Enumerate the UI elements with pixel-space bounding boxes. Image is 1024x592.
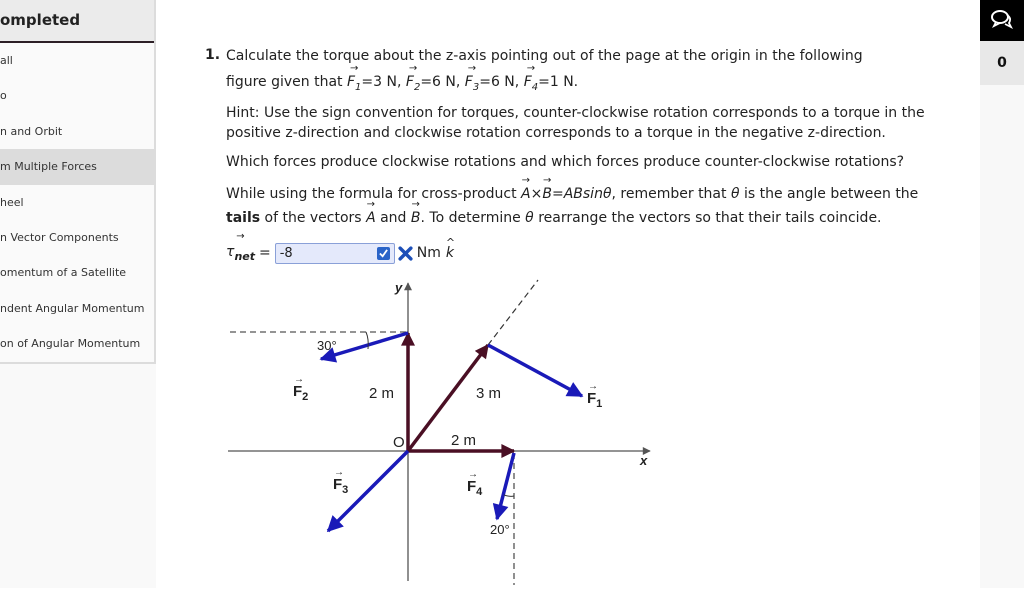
formula-text: is the angle between the (739, 186, 919, 202)
force-diagram-svg (216, 275, 676, 588)
unit-label: Nm (416, 245, 441, 261)
question-panel (156, 0, 980, 588)
svg-text:2 m: 2 m (369, 385, 395, 402)
question-text: Calculate the torque about the z-axis pointing out of the page at the origin in the following (226, 48, 863, 64)
svg-text:x: x (640, 453, 648, 468)
torque-label: → $\tau_{net}$ (226, 244, 255, 263)
question-text: figure given that (226, 74, 347, 90)
chat-bubbles-icon (990, 9, 1014, 33)
sidebar (0, 0, 156, 588)
theta-symbol: θ (525, 210, 534, 226)
torque-diagram (216, 275, 676, 592)
formula-text: While using the formula for cross-product (226, 186, 522, 202)
svg-text:F3: $F_3$ (333, 476, 349, 496)
svg-text:→: → (588, 381, 598, 392)
svg-text:O: O (393, 434, 405, 451)
sidebar-item[interactable]: on of Angular Momentum (0, 337, 141, 351)
sidebar-item[interactable]: ndent Angular Momentum (0, 301, 145, 315)
chat-button[interactable] (980, 0, 1024, 41)
incorrect-x-icon (398, 246, 413, 261)
right-rail (980, 0, 1024, 588)
force-symbol: → $F_2$ (406, 70, 420, 100)
sidebar-item[interactable]: n and Orbit (0, 124, 63, 138)
vector-b: → B (411, 206, 421, 230)
svg-text:20°: 20° (490, 522, 510, 537)
answer-row (226, 241, 454, 265)
formula-text: , remember that (611, 186, 731, 202)
sidebar-item[interactable]: n Vector Components (0, 230, 119, 244)
force-value: =1 N. (538, 74, 579, 90)
tails-text: and (375, 210, 411, 226)
sidebar-item-active[interactable]: m Multiple Forces (0, 149, 154, 184)
svg-text:→: → (294, 374, 304, 385)
torque-answer-input[interactable] (275, 243, 395, 264)
prompt-text: Which forces produce clockwise rotations and which forces produce counter-clockwise rotations? (226, 154, 905, 170)
svg-text:F4: $F_4$ (467, 478, 483, 498)
sidebar-header: ompleted (0, 0, 154, 43)
sidebar-item[interactable]: all (0, 54, 13, 67)
tails-line (226, 206, 926, 230)
force-value: =6 N, (479, 74, 520, 90)
vector-b: → B (542, 182, 552, 206)
tails-text: . To determine (420, 210, 526, 226)
cross-symbol: × (530, 186, 543, 202)
vector-a: → A (366, 206, 376, 230)
svg-text:y: y (395, 280, 403, 295)
equals-sign: = (259, 245, 271, 261)
force-symbol: → $F_4$ (524, 70, 538, 100)
svg-text:F2: $F_2$ (293, 383, 309, 403)
svg-text:→: → (468, 469, 478, 480)
theta-symbol: θ (730, 186, 740, 202)
hint-line-2: positive z-direction and clockwise rotation corresponds to a torque in the negative z-direction. (226, 125, 886, 141)
f4-arrow (497, 453, 514, 519)
svg-text:2 m: 2 m (451, 432, 477, 449)
question-line-2 (226, 70, 926, 100)
force-value: =3 N, (361, 74, 402, 90)
unit-vector-k: ^ k (446, 245, 454, 261)
formula-line (226, 182, 926, 206)
sidebar-item[interactable]: o (0, 89, 7, 103)
force-symbol: → $F_1$ (347, 70, 361, 100)
svg-text:3 m: 3 m (476, 385, 502, 402)
tails-bold: tails (226, 210, 261, 226)
tails-text: rearrange the vectors so that their tails coincide. (533, 210, 882, 226)
sidebar-item[interactable]: omentum of a Satellite (0, 266, 127, 280)
answer-value: -8 (279, 245, 293, 261)
force-symbol: → $F_3$ (465, 70, 479, 100)
hint-line-1: Hint: Use the sign convention for torques, counter-clockwise rotation corresponds to a torque in the (226, 105, 925, 121)
question-line-1 (226, 44, 926, 68)
force-value: =6 N, (420, 74, 461, 90)
vector-a: → A (521, 182, 531, 206)
question-number: 1. (205, 47, 221, 63)
formula-eq: =ABsinθ (551, 186, 612, 202)
sidebar-item[interactable]: heel (0, 195, 24, 209)
count-badge: 0 (980, 41, 1024, 85)
svg-text:F1: $F_1$ (587, 390, 603, 410)
svg-text:30°: 30° (317, 338, 337, 353)
submit-check-icon[interactable] (377, 247, 390, 260)
svg-text:→: → (334, 467, 344, 478)
f1-arrow (488, 345, 582, 396)
assignment-list (0, 0, 156, 364)
tails-text: of the vectors (260, 210, 367, 226)
